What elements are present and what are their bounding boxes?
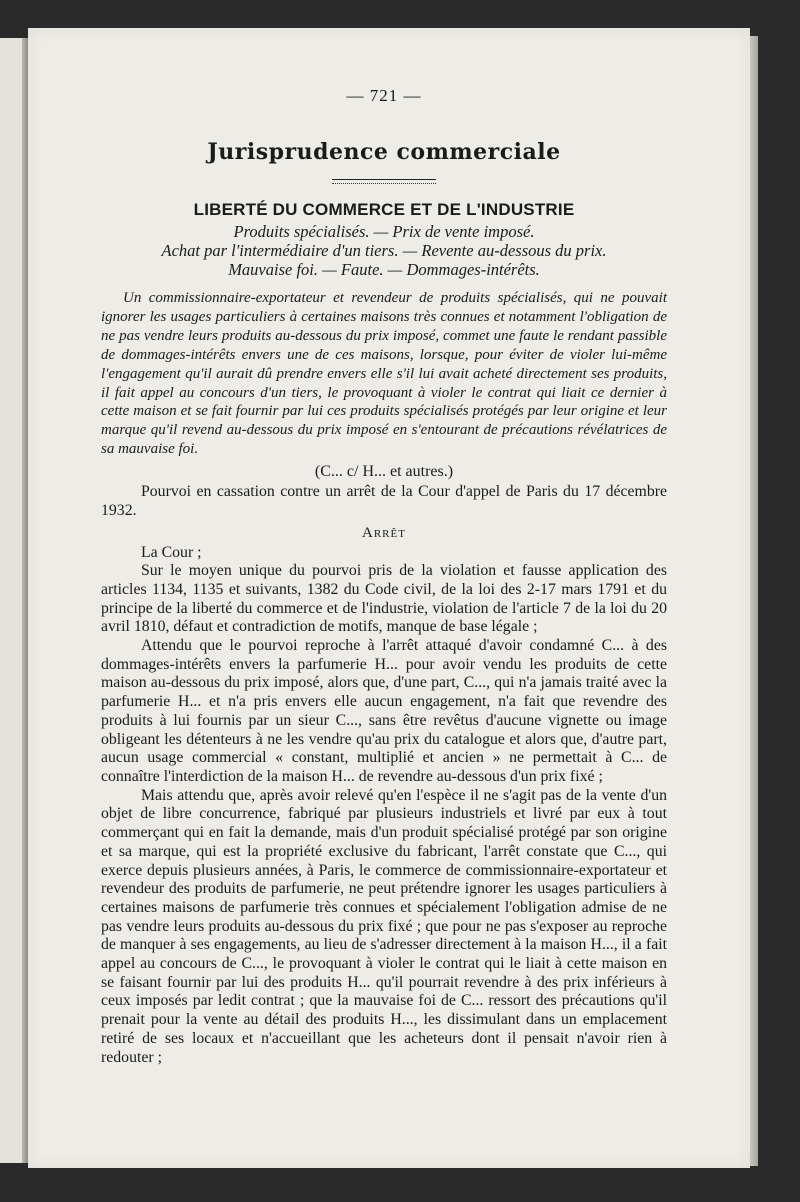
keyword-line: Mauvaise foi. — Faute. — Dommages-intérêts. [228,260,540,279]
page-content [101,86,667,1067]
case-summary: Un commissionnaire-exportateur et revendeur de produits spécialisés, qui ne pouvait ignorer les usages particuliers à certaines maisons très connues et notamment l'obligation de ne pas vendre leurs produits au-dessous du prix imposé, commet une faute le rendant passible de dommages-intérêts envers une de ces maisons, lorsque, pour éviter de violer lui-même l'engagement qu'il aurait dû prendre envers elle s'il lui avait acheté directement ses produits, il fait appel au concours d'un tiers, le provoquant à violer le contrat qui liait ce dernier à cette maison et se fait fournir par lui ces produits spécialisés protégés par leur origine et leur marque qu'il revend au-dessous du prix imposé en s'entourant de précautions révélatrices de sa mauvaise foi. [101,290,667,458]
body-paragraph: Attendu que le pourvoi reproche à l'arrêt attaqué d'avoir condamné C... à des dommages-intérêts envers la parfumerie H... pour avoir vendu les produits de cette maison au-dessous du prix imposé, alors que, d'une part, C..., qui n'a jamais traité avec la parfumerie H... et n'a pris envers elle aucun engagement, n'a fait que revendre des produits à lui fournis par un sieur C..., sans être revêtus d'aucune vignette ou image obligeant les détenteurs à ne les vendre qu'au prix du catalogue et alors que, d'autre part, aucun usage commercial « constant, multiplié et ancien » ne permettait à C... de connaître l'interdiction de la maison H... de revendre au-dessous d'un prix fixé ; [101,637,667,785]
body-paragraph: La Cour ; [141,543,202,561]
section-title: Jurisprudence commerciale [207,139,561,165]
body-paragraph: Mais attendu que, après avoir relevé qu'en l'espèce il ne s'agit pas de la vente d'un objet de libre concurrence, fabriqué par plusieurs industriels et livré par eux à tout commerçant qui en fait la demande, mais d'un produit spécialisé protégé par son origine et sa marque, qui est la propriété exclusive du fabricant, l'arrêt constate que C..., qui exerce depuis plusieurs années, à Paris, le commerce de commissionnaire-exportateur et revendeur des produits de parfumerie, ne peut prétendre ignorer les usages particuliers à certaines maisons de parfumerie très connues et spécialement l'obligation admise de ne pas vendre leurs produits au-dessous du prix fixé ; que pour ne pas s'exposer au reproche de manquer à ses engagements, au lieu de s'adresser directement à la maison H..., il a fait appel au concours de C..., le provoquant à violer le contrat qui le liait à cette maison en se faisant fournir par lui des produits H... qu'il pourrait revendre à des prix inférieurs à ceux imposés par ledit contrat ; que la mauvaise foi de C... ressort des précautions qu'il prenait pour la vente au détail des produits H..., les dissimulant dans un emplacement retiré de ses locaux et n'accueillant que les acheteurs dont il pensait n'avoir rien à redouter ; [101,786,667,1066]
document-page [28,28,750,1168]
arret-label: Arrêt [362,524,406,541]
case-parties: (C... c/ H... et autres.) [314,463,454,481]
keyword-line: Produits spécialisés. — Prix de vente imposé. [233,222,535,241]
case-heading: LIBERTÉ DU COMMERCE ET DE L'INDUSTRIE [193,200,575,219]
pourvoi-text: Pourvoi en cassation contre un arrêt de la Cour d'appel de Paris du 17 décembre 1932. [101,483,667,519]
page-number: — 721 — [346,86,422,105]
body-paragraph: Sur le moyen unique du pourvoi pris de la violation et fausse application des articles 1134, 1135 et suivants, 1382 du Code civil, de la loi des 2-17 mars 1791 et du principe de la liberté du commerce et de l'industrie, violation de l'article 7 de la loi du 20 avril 1810, défaut et contradiction de motifs, manque de base légale ; [101,562,667,636]
title-rule [332,179,436,184]
page-stack-edge [750,36,758,1166]
keyword-line: Achat par l'intermédiaire d'un tiers. — Revente au-dessous du prix. [161,241,607,260]
